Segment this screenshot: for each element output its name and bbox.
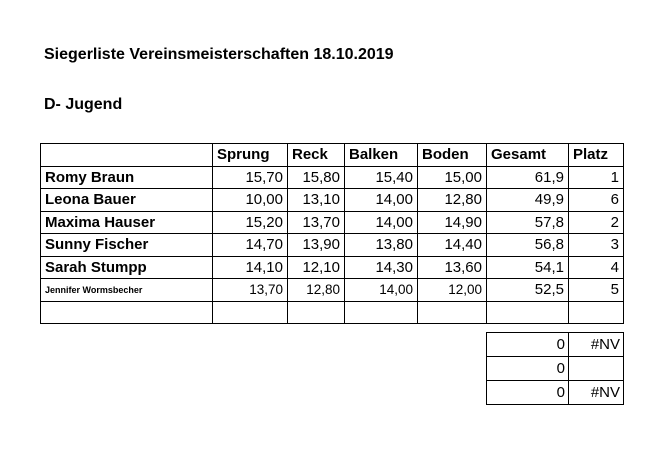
header-reck: Reck [288,144,345,167]
rank-platz: 5 [569,279,624,302]
rank-platz: 6 [569,189,624,212]
score-balken: 14,00 [345,211,418,234]
rank-platz: 2 [569,211,624,234]
score-balken: 14,00 [345,189,418,212]
score-balken: 14,30 [345,256,418,279]
table-row [41,279,624,302]
score-sprung: 13,70 [213,279,288,302]
extra-gesamt: 0 [487,333,569,357]
empty-row [41,301,624,324]
table-row [41,256,624,279]
athlete-name: Sarah Stumpp [41,256,213,279]
score-sprung: 14,70 [213,234,288,257]
table-row [41,189,624,212]
table-row [41,234,624,257]
score-gesamt: 57,8 [487,211,569,234]
score-boden: 12,80 [418,189,487,212]
athlete-name: Leona Bauer [41,189,213,212]
score-balken: 14,00 [345,279,418,302]
page-title: Siegerliste Vereinsmeisterschaften 18.10.2019 [44,46,394,63]
score-gesamt: 56,8 [487,234,569,257]
score-boden: 14,40 [418,234,487,257]
results-table [40,143,624,324]
header-name-cell [41,144,213,167]
athlete-name: Romy Braun [41,166,213,189]
score-balken: 13,80 [345,234,418,257]
header-row [41,144,624,167]
table-row [41,211,624,234]
score-balken: 15,40 [345,166,418,189]
score-boden: 15,00 [418,166,487,189]
score-boden: 13,60 [418,256,487,279]
extra-gesamt: 0 [487,381,569,405]
rank-platz: 1 [569,166,624,189]
score-reck: 15,80 [288,166,345,189]
empty-cell [288,301,345,324]
score-boden: 14,90 [418,211,487,234]
extra-row [487,357,624,381]
score-reck: 13,90 [288,234,345,257]
score-gesamt: 61,9 [487,166,569,189]
header-sprung: Sprung [213,144,288,167]
extra-platz: #NV [569,381,624,405]
empty-cell [569,301,624,324]
score-gesamt: 54,1 [487,256,569,279]
athlete-name: Maxima Hauser [41,211,213,234]
table-row [41,166,624,189]
extra-platz [569,357,624,381]
athlete-name: Sunny Fischer [41,234,213,257]
extra-totals-table [486,332,624,405]
empty-cell [213,301,288,324]
score-reck: 12,80 [288,279,345,302]
athlete-name: Jennifer Wormsbecher [41,279,213,302]
score-reck: 13,70 [288,211,345,234]
score-reck: 13,10 [288,189,345,212]
score-sprung: 15,70 [213,166,288,189]
empty-cell [418,301,487,324]
rank-platz: 3 [569,234,624,257]
score-gesamt: 49,9 [487,189,569,212]
header-balken: Balken [345,144,418,167]
score-reck: 12,10 [288,256,345,279]
score-gesamt: 52,5 [487,279,569,302]
score-sprung: 15,20 [213,211,288,234]
score-boden: 12,00 [418,279,487,302]
empty-cell [41,301,213,324]
category-subtitle: D- Jugend [44,96,123,113]
score-sprung: 14,10 [213,256,288,279]
extra-row [487,333,624,357]
extra-row [487,381,624,405]
header-boden: Boden [418,144,487,167]
header-gesamt: Gesamt [487,144,569,167]
extra-platz: #NV [569,333,624,357]
empty-cell [487,301,569,324]
extra-gesamt: 0 [487,357,569,381]
empty-cell [345,301,418,324]
header-platz: Platz [569,144,624,167]
score-sprung: 10,00 [213,189,288,212]
rank-platz: 4 [569,256,624,279]
